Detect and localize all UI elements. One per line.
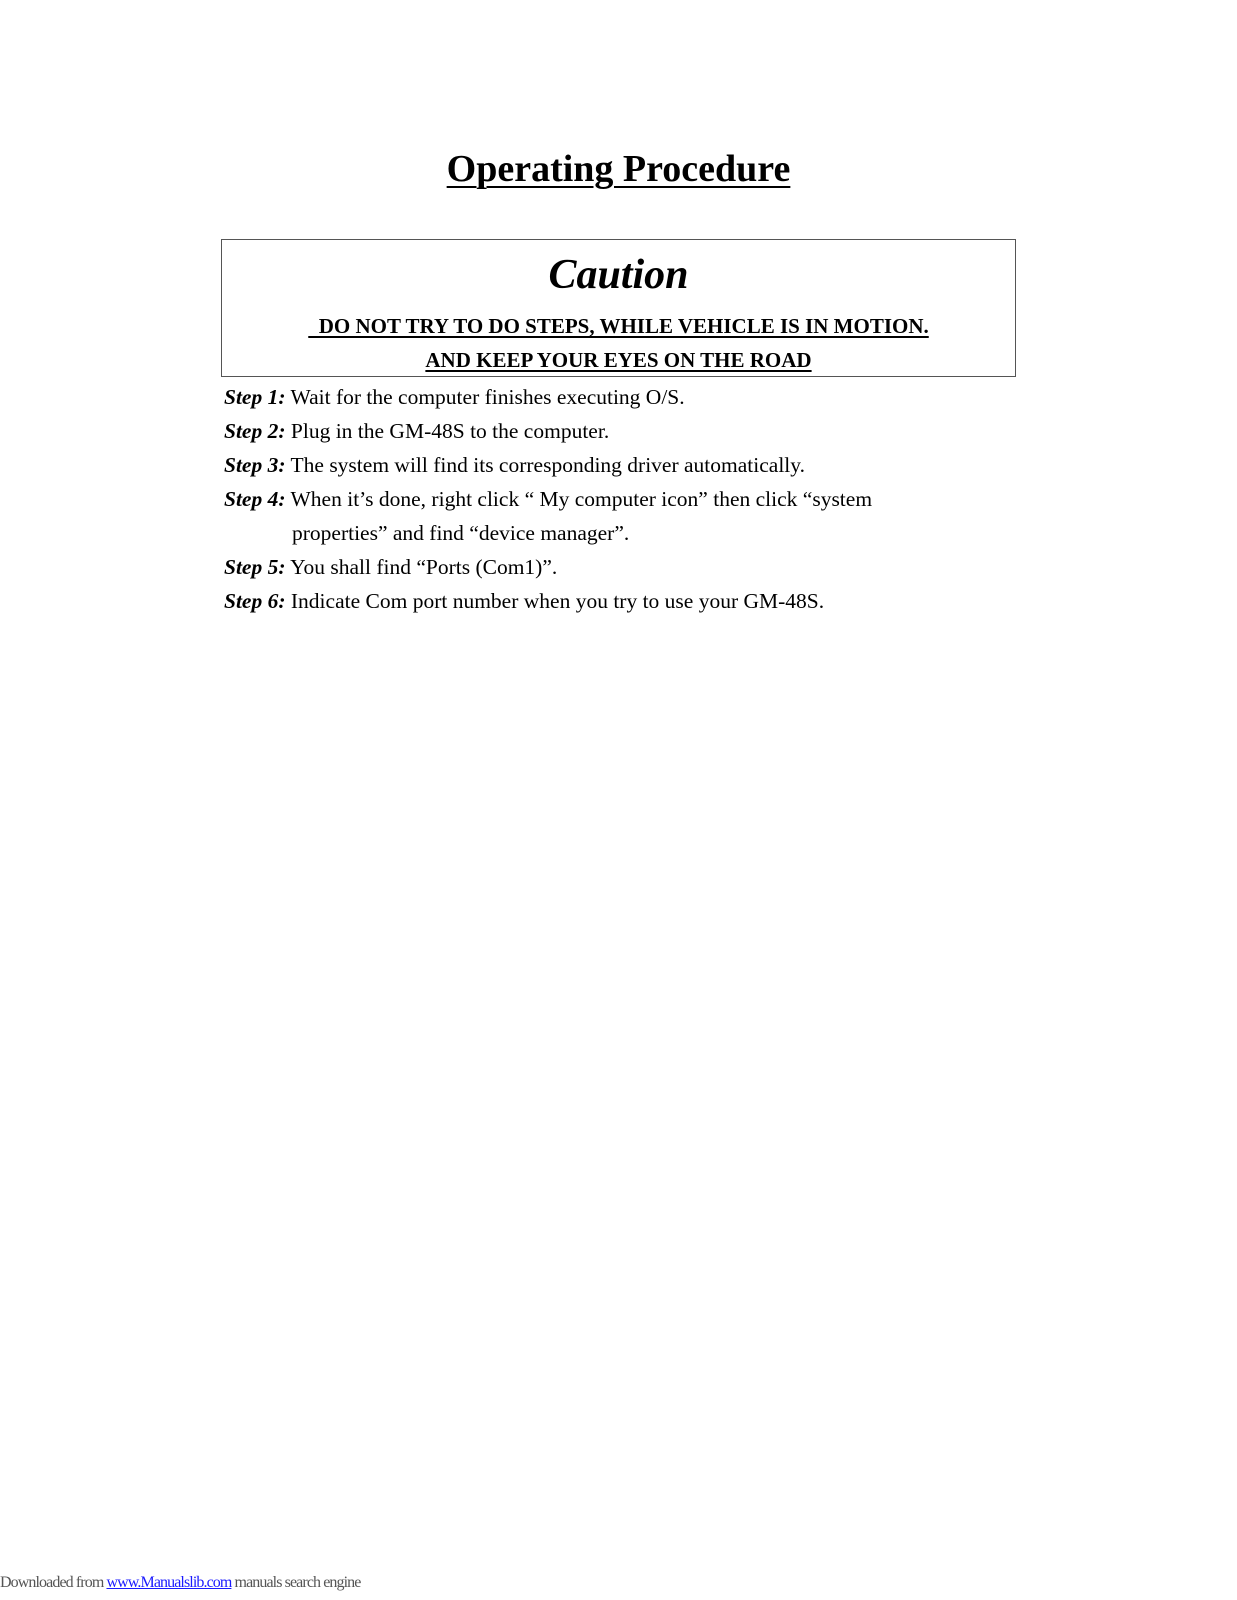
step-text: Wait for the computer finishes executing O/S. — [290, 385, 685, 409]
step-text: Indicate Com port number when you try to use your GM-48S. — [290, 589, 825, 613]
step-label: Step 5: — [224, 555, 286, 579]
step-6 — [224, 584, 1024, 618]
caution-heading: Caution — [548, 252, 689, 298]
page-title: Operating Procedure — [446, 148, 791, 190]
caution-warning-line-1: DO NOT TRY TO DO STEPS, WHILE VEHICLE IS IN MOTION. — [308, 314, 929, 338]
step-3 — [224, 448, 1024, 482]
caution-box — [221, 239, 1016, 377]
step-label: Step 4: — [224, 487, 286, 511]
step-label: Step 3: — [224, 453, 286, 477]
step-text: When it’s done, right click “ My computer icon” then click “system — [290, 487, 873, 511]
step-1 — [224, 380, 1024, 414]
steps-list — [224, 380, 1024, 618]
footer-suffix: manuals search engine — [231, 1574, 361, 1591]
footer-prefix: Downloaded from — [0, 1574, 107, 1591]
download-footer — [0, 1573, 360, 1593]
step-label: Step 6: — [224, 589, 286, 613]
step-5 — [224, 550, 1024, 584]
caution-warning-line-2: AND KEEP YOUR EYES ON THE ROAD — [425, 348, 812, 372]
step-label: Step 2: — [224, 419, 286, 443]
step-4-continuation: properties” and find “device manager”. — [292, 521, 630, 545]
step-2 — [224, 414, 1024, 448]
step-label: Step 1: — [224, 385, 286, 409]
step-4 — [224, 482, 1024, 516]
step-text: Plug in the GM-48S to the computer. — [290, 419, 610, 443]
step-text: The system will find its corresponding driver automatically. — [290, 453, 806, 477]
manualslib-link[interactable]: www.Manualslib.com — [106, 1574, 232, 1591]
step-text: You shall find “Ports (Com1)”. — [290, 555, 558, 579]
